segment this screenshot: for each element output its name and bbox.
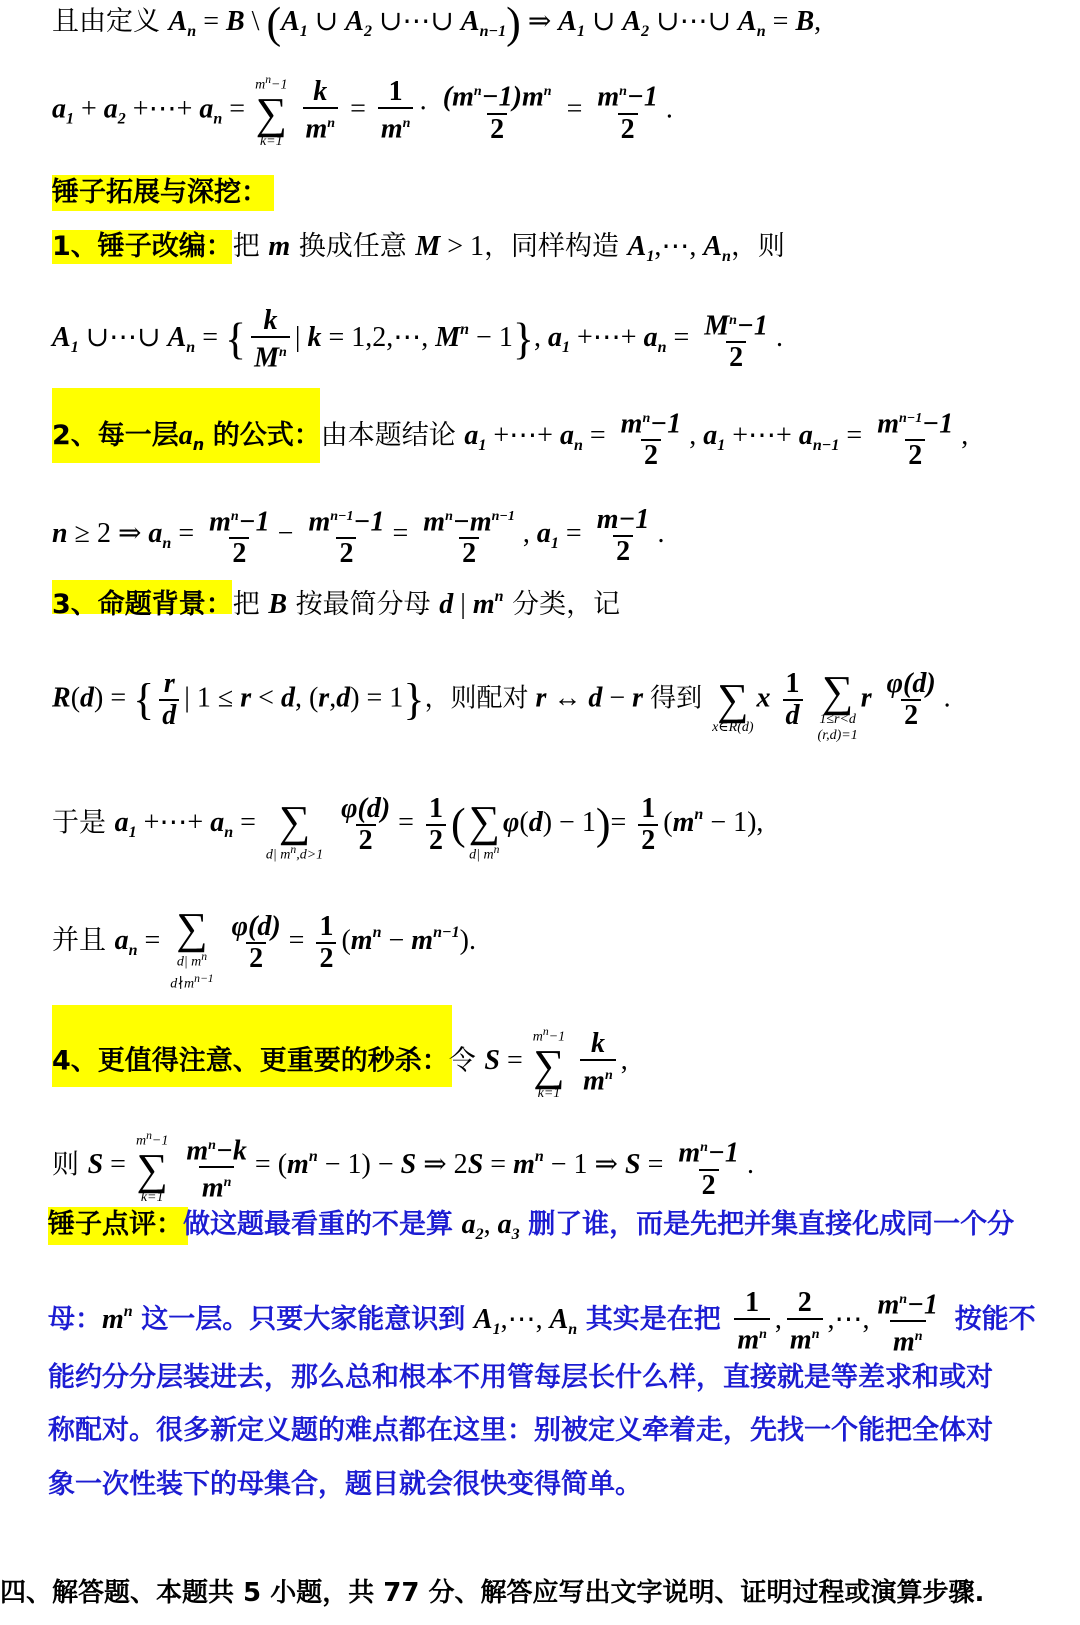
review-p3: 母： bbox=[48, 1303, 102, 1335]
s1-text-a: 把 bbox=[232, 231, 260, 262]
section-3-line: 3、命题背景：把 B 按最简分母 d | $m^n$ 分类，记 bbox=[52, 588, 621, 620]
s2-label-a: 2、每一层 bbox=[52, 420, 179, 452]
s4-label: 4、更值得注意、更重要的秒杀： bbox=[52, 1045, 449, 1077]
derivation-line-1 bbox=[52, 2, 821, 52]
review-p4: 这一层。只要大家能意识到 bbox=[141, 1303, 466, 1335]
formula-s3-sum: 于是 $a_1$ +⋯+ $a_n$ = ∑ d| $m^n,d>1$ $\frac{\varphi(d)}{2}$ = $\frac{1}{2}$ ( ∑ d| $m^n$ φ(d) − 1)= $\frac{1}{2}$ $(m^n - 1)$, bbox=[52, 792, 764, 863]
review-line-3: 能约分分层装进去，那么总和根本不用管每层长什么样，直接就是等差求和或对 bbox=[48, 1362, 993, 1393]
review-p5: 其实是在把 bbox=[585, 1303, 721, 1335]
review-line-1: 锤子点评：做这题最看重的不是算 $a_2$, $a_3$ 删了谁，而是先把并集直接化成同一个分 bbox=[48, 1209, 1015, 1243]
section-2-line: 2、每一层$a_n$ 的公式：由本题结论 $a_1$ +⋯+ $a_n$ = $\frac{m^n-1}{2}$ , $a_1$ +⋯+ $a_{n-1}$ = $\frac{m^{n-1}-1}{2}$ , bbox=[52, 408, 969, 472]
s3-text-a: 把 bbox=[232, 589, 260, 620]
s2-text: 由本题结论 bbox=[320, 420, 456, 452]
s1-label: 1、锤子改编： bbox=[52, 231, 233, 262]
formula-s4: 则 S = $m^n-1$ ∑ k=1 $\frac{m^n-k}{m^n}$ = $(m^n - 1) - S$ ⇒ $2S = m^n - 1$ ⇒ S = $\frac{m^n-1}{2}$ . bbox=[52, 1129, 754, 1205]
s3-text-d: 于是 bbox=[52, 807, 106, 839]
formula-s3-r: R(d) = { $\frac{r}{d}$ | 1 ≤ r < d, (r,d) = 1}，则配对 r ↔ d − r 得到 ∑ x∈R(d) x $\frac{1}{d}$ ∑ 1≤r<d (r,d)=1 r $\frac{\varphi(d)}{2}$ . bbox=[52, 667, 951, 743]
section-header: 四、解答题、本题共 5 小题，共 77 分、解答应写出文字说明、证明过程或演算步骤. bbox=[0, 1578, 985, 1608]
s3-mid-2: 得到 bbox=[650, 683, 703, 714]
s3-text-b: 按最简分母 bbox=[295, 589, 431, 620]
s3-text-e: 并且 bbox=[52, 925, 106, 957]
review-line-5: 象一次性装下的母集合，题目就会很快变得简单。 bbox=[48, 1469, 642, 1500]
review-line-4: 称配对。很多新定义题的难点都在这里：别被定义牵着走，先找一个能把全体对 bbox=[48, 1415, 993, 1446]
heading-extension: 锤子拓展与深挖： bbox=[52, 177, 268, 208]
s4-text: 令 bbox=[448, 1045, 476, 1077]
s1-text-b: 换成任意 bbox=[298, 231, 407, 262]
review-label: 锤子点评： bbox=[48, 1209, 183, 1240]
s1-text-d: ，则 bbox=[730, 231, 785, 262]
section-1-line: 1、锤子改编：把 m 换成任意 M > 1，同样构造 $A_1,\cdots$, $A_n$，则 bbox=[52, 231, 785, 265]
s3-mid-1: ，则配对 bbox=[424, 683, 529, 714]
s4-text-b: 则 bbox=[52, 1149, 79, 1181]
s3-text-c: 分类，记 bbox=[512, 589, 621, 620]
formula-s2: n ≥ 2 ⇒ $a_n$ = $\frac{m^n-1}{2}$ − $\frac{m^{n-1}-1}{2}$ = $\frac{m^n-m^{n-1}}{2}$ , $a_1$ = $\frac{m-1}{2}$ . bbox=[52, 503, 665, 570]
formula-s3-an: 并且 $a_n$ = ∑ d| $m^n$ $d∤m^{n-1}$ $\frac{\varphi(d)}{2}$ = $\frac{1}{2}$ $(m^n - m^{n-1})$. bbox=[52, 904, 476, 992]
s3-label: 3、命题背景： bbox=[52, 589, 233, 620]
review-line-2: 母：$m^n$ 这一层。只要大家能意识到 $A_1,\cdots$, $A_n$ 其实是在把 $\frac{1}{m^n}$ , $\frac{2}{m^n}$ ,⋯, $\frac{m^n-1}{m^n}$ 按能不 bbox=[48, 1286, 1036, 1358]
review-p1: 做这题最看重的不是算 bbox=[183, 1209, 453, 1240]
review-p6: 按能不 bbox=[954, 1303, 1036, 1335]
s1-text-c: ，同样构造 bbox=[484, 231, 620, 262]
section-4-line: 4、更值得注意、更重要的秒杀：令 S = $m^n-1$ ∑ k=1 $\frac{k}{m^n}$ , bbox=[52, 1025, 628, 1101]
review-p2: 删了谁，而是先把并集直接化成同一个分 bbox=[528, 1209, 1015, 1240]
intro-text: 且由定义 bbox=[52, 6, 160, 37]
s2-label-b: 的公式： bbox=[212, 420, 321, 452]
formula-sum-total: $a_1 + a_2$ +⋯+ $a_n$ = $m^n-1$ ∑ k=1 $\frac{k}{m^n}$ = $\frac{1}{m^n}$ · $\frac{(m^n-1)m^n}{2}$ = $\frac{m^n-1}{2}$ . bbox=[52, 73, 673, 149]
formula-s1: $A_1$ ∪⋯∪ $A_n$ = { $\frac{k}{M^n}$ | k = 1,2,⋯, $M^n - 1$}, $a_1$ +⋯+ $a_n$ = $\frac{M^n-1}{2}$ . bbox=[52, 305, 783, 374]
formula-union-definition: $A_n = B$ \ ($A_1$ ∪ $A_2$ ∪⋯∪ $A_{n-1}$) ⇒ $A_1$ ∪ $A_2$ ∪⋯∪ $A_n = B$, bbox=[168, 0, 822, 48]
